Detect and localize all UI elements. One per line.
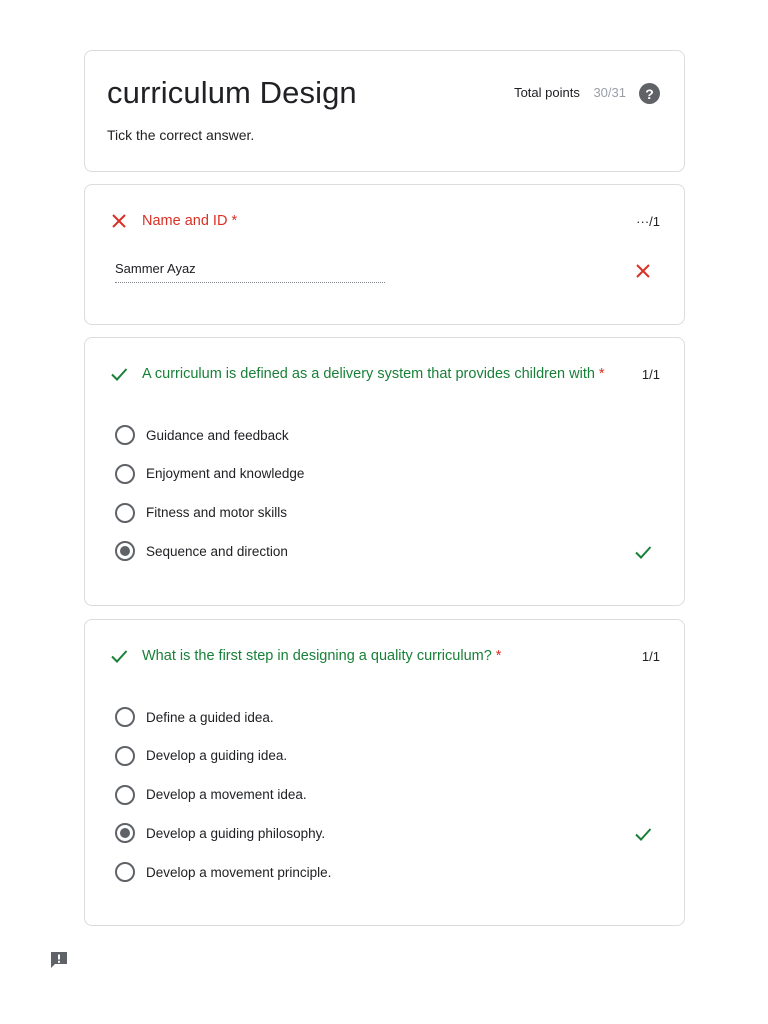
option-label: Develop a movement principle. <box>146 864 332 880</box>
radio-button-selected[interactable] <box>115 823 135 843</box>
option[interactable] <box>115 503 660 523</box>
required-asterisk: * <box>495 648 502 664</box>
radio-button[interactable] <box>115 425 135 445</box>
radio-button[interactable] <box>115 785 135 805</box>
option-label: Sequence and direction <box>146 543 288 559</box>
question-points: ···/1 <box>636 213 660 229</box>
question-title-text: Name and ID <box>142 213 228 229</box>
option[interactable] <box>115 425 660 445</box>
correct-check-icon <box>109 646 129 666</box>
option[interactable] <box>115 464 660 484</box>
report-feedback-icon[interactable] <box>49 950 69 970</box>
question-header <box>109 211 660 231</box>
option-label: Develop a movement idea. <box>146 787 307 803</box>
option-selected[interactable] <box>115 541 660 561</box>
question-title <box>142 366 632 382</box>
correct-check-icon <box>633 542 653 562</box>
option[interactable] <box>115 746 660 766</box>
question-card-name-id <box>84 184 685 325</box>
radio-button[interactable] <box>115 746 135 766</box>
total-points-score: 30/31 <box>593 85 626 100</box>
help-icon[interactable]: ? <box>639 83 660 104</box>
correct-check-icon <box>109 364 129 384</box>
question-title-text: A curriculum is defined as a delivery system that provides children with <box>142 366 595 382</box>
radio-button[interactable] <box>115 464 135 484</box>
total-points <box>514 85 626 100</box>
option-selected[interactable] <box>115 823 660 843</box>
options-list <box>115 707 660 901</box>
required-asterisk: * <box>231 213 238 229</box>
form-title: curriculum Design <box>107 75 357 110</box>
question-title-text: What is the first step in designing a quality curriculum? <box>142 648 492 664</box>
question-points: 1/1 <box>641 366 660 382</box>
radio-button[interactable] <box>115 707 135 727</box>
incorrect-x-icon <box>634 262 652 280</box>
question-title <box>142 213 626 229</box>
option-label: Develop a guiding idea. <box>146 748 288 764</box>
option-label: Define a guided idea. <box>146 709 274 725</box>
option[interactable] <box>115 707 660 727</box>
option-label: Guidance and feedback <box>146 427 289 443</box>
short-answer-response: Sammer Ayaz <box>115 261 385 283</box>
option[interactable] <box>115 862 660 882</box>
question-points: 1/1 <box>641 648 660 664</box>
option-label: Enjoyment and knowledge <box>146 466 305 482</box>
correct-check-icon <box>633 824 653 844</box>
required-asterisk: * <box>598 366 605 382</box>
option-label: Fitness and motor skills <box>146 505 288 521</box>
question-card-first-step <box>84 619 685 926</box>
incorrect-x-icon <box>109 211 129 231</box>
radio-button[interactable] <box>115 862 135 882</box>
option[interactable] <box>115 785 660 805</box>
total-points-label: Total points <box>514 85 580 100</box>
form-description: Tick the correct answer. <box>107 127 255 143</box>
question-header <box>109 364 660 384</box>
question-card-curriculum-definition <box>84 337 685 606</box>
question-title <box>142 648 632 664</box>
option-label: Develop a guiding philosophy. <box>146 825 326 841</box>
question-header <box>109 646 660 666</box>
radio-button-selected[interactable] <box>115 541 135 561</box>
radio-button[interactable] <box>115 503 135 523</box>
options-list <box>115 425 660 580</box>
form-header-card <box>84 50 685 172</box>
